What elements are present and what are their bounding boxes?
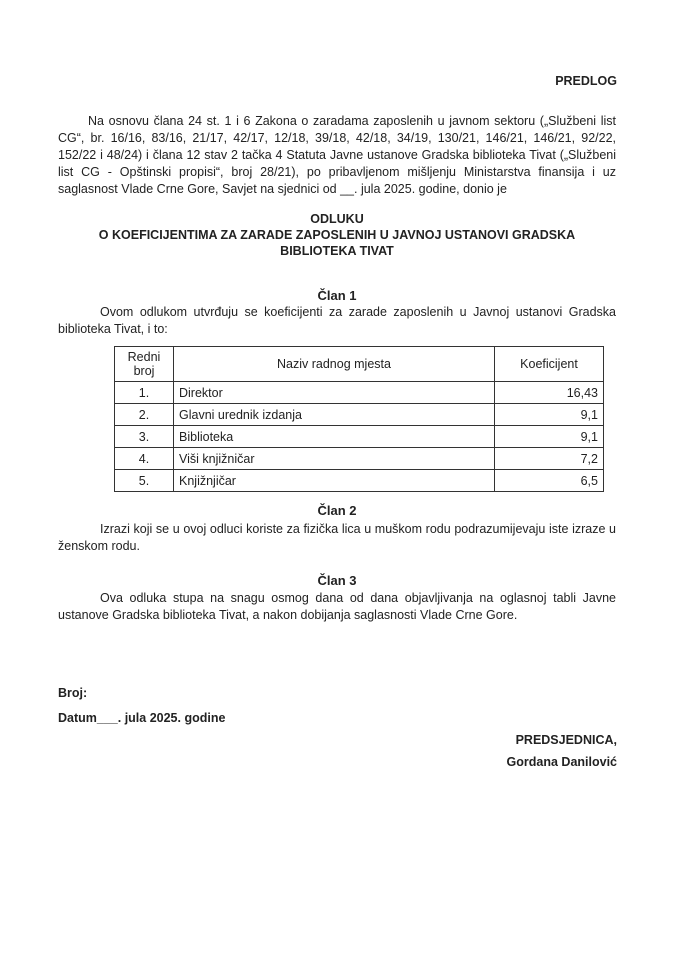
row-num: 1. [115, 382, 174, 404]
header-koeficijent: Koeficijent [495, 347, 604, 382]
row-coef: 7,2 [495, 448, 604, 470]
clan-3-heading: Član 3 [317, 573, 357, 588]
row-num: 2. [115, 404, 174, 426]
header-redni-broj: Redni broj [115, 347, 174, 382]
table-row [115, 426, 604, 448]
row-num: 3. [115, 426, 174, 448]
header-naziv: Naziv radnog mjesta [174, 347, 495, 382]
decision-title [58, 211, 616, 259]
row-name: Glavni urednik izdanja [174, 404, 495, 426]
signatory-name: Gordana Danilović [506, 755, 617, 769]
row-coef: 16,43 [495, 382, 604, 404]
table-row [115, 470, 604, 492]
table-row [115, 448, 604, 470]
broj-label: Broj: [58, 686, 88, 700]
datum-label: Datum___. jula 2025. godine [58, 711, 226, 725]
title-line-3: BIBLIOTEKA TIVAT [280, 244, 394, 258]
row-coef: 9,1 [495, 404, 604, 426]
row-num: 5. [115, 470, 174, 492]
preamble-paragraph: Na osnovu člana 24 st. 1 i 6 Zakona o zaradama zaposlenih u javnom sektoru („Službeni list CG“, br. 16/16, 83/16, 21/17, 42/17, 12/18, 39/18, 42/18, 34/19, 130/21, 146/21, 146/21, 92/22, 152/22 i 48/24) i člana 12 stav 2 tačka 4 Statuta Javne ustanove Gradska biblioteka Tivat („Službeni list CG - Opštinski propisi“, broj 28/21), po pribavljenom mišljenju Ministarstva finansija i uz saglasnost Vlade Crne Gore, Savjet na sjednici od __. jula 2025. godine, donio je [58, 114, 616, 196]
clan-3-text: Ova odluka stupa na snagu osmog dana od dana objavljivanja na oglasnoj tabli Javne ustanove Gradska biblioteka Tivat, a nakon dobijanja saglasnosti Vlade Crne Gore. [58, 591, 616, 622]
table-header-row [115, 347, 604, 382]
coefficients-table [114, 346, 604, 492]
row-name: Knjižnjičar [174, 470, 495, 492]
row-coef: 6,5 [495, 470, 604, 492]
clan-2-heading: Član 2 [317, 503, 357, 518]
row-num: 4. [115, 448, 174, 470]
clan-1-heading: Član 1 [317, 288, 357, 303]
row-coef: 9,1 [495, 426, 604, 448]
row-name: Direktor [174, 382, 495, 404]
title-line-1: ODLUKU [310, 212, 364, 226]
title-line-2: O KOEFICIJENTIMA ZA ZARADE ZAPOSLENIH U JAVNOJ USTANOVI GRADSKA [98, 228, 576, 242]
signatory-title: PREDSJEDNICA, [515, 733, 617, 747]
row-name: Viši knjižničar [174, 448, 495, 470]
clan-2-text: Izrazi koji se u ovoj odluci koriste za fizička lica u muškom rodu podrazumijevaju iste izraze u ženskom rodu. [58, 522, 616, 553]
row-name: Biblioteka [174, 426, 495, 448]
table-row [115, 404, 604, 426]
clan-1-text: Ovom odlukom utvrđuju se koeficijenti za zarade zaposlenih u Javnoj ustanovi Gradska biblioteka Tivat, i to: [58, 305, 616, 336]
table-row [115, 382, 604, 404]
predlog-label: PREDLOG [555, 74, 617, 88]
